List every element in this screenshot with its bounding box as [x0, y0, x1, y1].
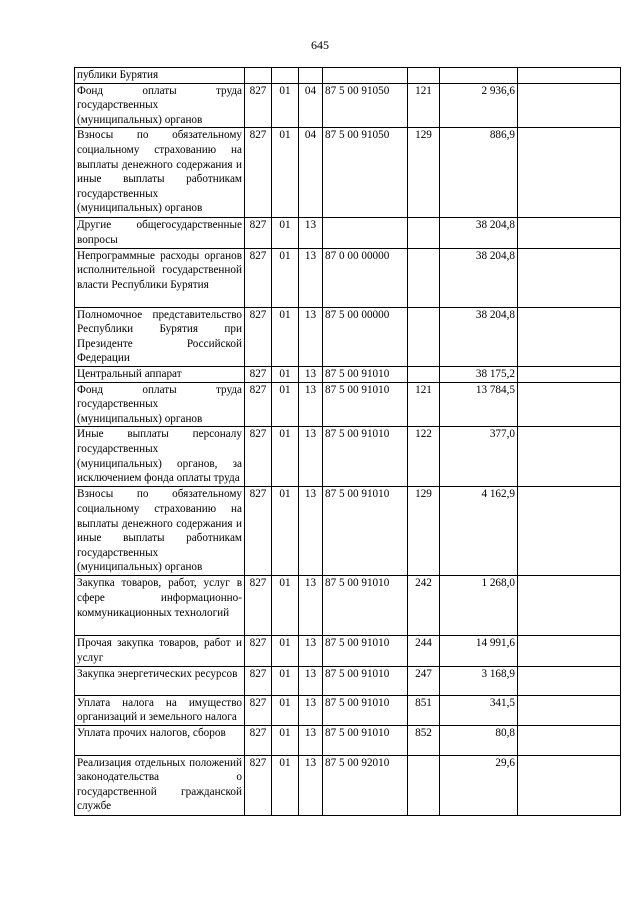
page-number: 645 — [311, 38, 329, 52]
expense-name-cell: Взносы по обязательному социальному страхованию на выплаты денежного содержания и иные выплаты работникам государственных (муниципальных) органов — [75, 487, 245, 576]
subsection-code-cell: 13 — [299, 695, 323, 725]
ministry-code-cell: 827 — [245, 382, 272, 427]
expense-type-code-cell: 247 — [408, 666, 440, 695]
section-code-cell: 01 — [272, 636, 299, 666]
extra-column-cell — [518, 487, 621, 576]
target-article-code-cell: 87 5 00 91010 — [323, 366, 408, 382]
extra-column-cell — [518, 755, 621, 815]
target-article-code-cell: 87 0 00 00000 — [323, 248, 408, 307]
ministry-code-cell: 827 — [245, 218, 272, 248]
section-code-cell: 01 — [272, 576, 299, 636]
extra-column-cell — [518, 576, 621, 636]
target-article-code-cell: 87 5 00 91010 — [323, 487, 408, 576]
subsection-code-cell: 13 — [299, 755, 323, 815]
amount-cell: 29,6 — [440, 755, 518, 815]
target-article-code-cell: 87 5 00 91010 — [323, 576, 408, 636]
expense-type-code-cell: 242 — [408, 576, 440, 636]
subsection-code-cell: 13 — [299, 366, 323, 382]
expense-name-cell: Фонд оплаты труда государственных (муниципальных) органов — [75, 83, 245, 128]
expense-name-cell: Фонд оплаты труда государственных (муниципальных) органов — [75, 382, 245, 427]
extra-column-cell — [518, 666, 621, 695]
amount-cell: 2 936,6 — [440, 83, 518, 128]
ministry-code-cell: 827 — [245, 248, 272, 307]
expense-name-cell: Закупка товаров, работ, услуг в сфере информационно-коммуникационных технологий — [75, 576, 245, 636]
extra-column-cell — [518, 427, 621, 487]
subsection-code-cell: 13 — [299, 636, 323, 666]
expense-name-cell: Прочая закупка товаров, работ и услуг — [75, 636, 245, 666]
ministry-code-cell: 827 — [245, 83, 272, 128]
target-article-code-cell: 87 5 00 91010 — [323, 382, 408, 427]
expense-name-cell: Закупка энергетических ресурсов — [75, 666, 245, 695]
amount-cell: 38 175,2 — [440, 366, 518, 382]
table-row — [75, 755, 621, 815]
expense-name-cell: Уплата прочих налогов, сборов — [75, 725, 245, 755]
ministry-code-cell: 827 — [245, 366, 272, 382]
section-code-cell: 01 — [272, 366, 299, 382]
target-article-code-cell: 87 5 00 00000 — [323, 307, 408, 366]
amount-cell: 38 204,8 — [440, 218, 518, 248]
target-article-code-cell: 87 5 00 91050 — [323, 128, 408, 218]
ministry-code-cell: 827 — [245, 576, 272, 636]
expense-name-cell: публики Бурятия — [75, 68, 245, 84]
table-row — [75, 307, 621, 366]
target-article-code-cell: 87 5 00 91010 — [323, 636, 408, 666]
subsection-code-cell: 04 — [299, 128, 323, 218]
section-code-cell — [272, 68, 299, 84]
expense-type-code-cell — [408, 307, 440, 366]
section-code-cell: 01 — [272, 128, 299, 218]
table-row — [75, 695, 621, 725]
expense-type-code-cell — [408, 755, 440, 815]
table-row — [75, 248, 621, 307]
expense-type-code-cell: 121 — [408, 83, 440, 128]
target-article-code-cell: 87 5 00 91010 — [323, 695, 408, 725]
target-article-code-cell — [323, 218, 408, 248]
ministry-code-cell: 827 — [245, 636, 272, 666]
target-article-code-cell — [323, 68, 408, 84]
section-code-cell: 01 — [272, 382, 299, 427]
extra-column-cell — [518, 218, 621, 248]
ministry-code-cell: 827 — [245, 755, 272, 815]
ministry-code-cell: 827 — [245, 487, 272, 576]
subsection-code-cell: 13 — [299, 427, 323, 487]
amount-cell: 4 162,9 — [440, 487, 518, 576]
table-row — [75, 576, 621, 636]
subsection-code-cell: 13 — [299, 248, 323, 307]
expense-name-cell: Уплата налога на имущество организаций и земельного налога — [75, 695, 245, 725]
target-article-code-cell: 87 5 00 91050 — [323, 83, 408, 128]
section-code-cell: 01 — [272, 725, 299, 755]
amount-cell: 341,5 — [440, 695, 518, 725]
expense-name-cell: Иные выплаты персоналу государственных (муниципальных) органов, за исключением фонда оплаты труда — [75, 427, 245, 487]
amount-cell: 13 784,5 — [440, 382, 518, 427]
section-code-cell: 01 — [272, 427, 299, 487]
ministry-code-cell: 827 — [245, 666, 272, 695]
target-article-code-cell: 87 5 00 92010 — [323, 755, 408, 815]
extra-column-cell — [518, 725, 621, 755]
subsection-code-cell: 13 — [299, 666, 323, 695]
target-article-code-cell: 87 5 00 91010 — [323, 725, 408, 755]
target-article-code-cell: 87 5 00 91010 — [323, 427, 408, 487]
extra-column-cell — [518, 695, 621, 725]
amount-cell: 38 204,8 — [440, 248, 518, 307]
section-code-cell: 01 — [272, 218, 299, 248]
expense-type-code-cell: 129 — [408, 128, 440, 218]
amount-cell: 80,8 — [440, 725, 518, 755]
table-row — [75, 68, 621, 84]
section-code-cell: 01 — [272, 666, 299, 695]
amount-cell: 377,0 — [440, 427, 518, 487]
expense-type-code-cell — [408, 366, 440, 382]
expense-name-cell: Реализация отдельных положений законодательства о государственной гражданской службе — [75, 755, 245, 815]
expense-type-code-cell: 852 — [408, 725, 440, 755]
amount-cell: 1 268,0 — [440, 576, 518, 636]
extra-column-cell — [518, 83, 621, 128]
expense-type-code-cell — [408, 218, 440, 248]
expense-type-code-cell: 122 — [408, 427, 440, 487]
ministry-code-cell: 827 — [245, 695, 272, 725]
table-row — [75, 128, 621, 218]
subsection-code-cell: 13 — [299, 307, 323, 366]
expense-type-code-cell: 129 — [408, 487, 440, 576]
subsection-code-cell: 13 — [299, 725, 323, 755]
table-row — [75, 725, 621, 755]
extra-column-cell — [518, 307, 621, 366]
budget-table — [74, 67, 621, 816]
subsection-code-cell: 13 — [299, 487, 323, 576]
amount-cell: 886,9 — [440, 128, 518, 218]
expense-name-cell: Центральный аппарат — [75, 366, 245, 382]
extra-column-cell — [518, 366, 621, 382]
extra-column-cell — [518, 636, 621, 666]
section-code-cell: 01 — [272, 695, 299, 725]
section-code-cell: 01 — [272, 487, 299, 576]
expense-name-cell: Непрограммные расходы органов исполнительной государственной власти Республики Бурятия — [75, 248, 245, 307]
expense-name-cell: Другие общегосударственные вопросы — [75, 218, 245, 248]
extra-column-cell — [518, 128, 621, 218]
ministry-code-cell: 827 — [245, 725, 272, 755]
table-row — [75, 366, 621, 382]
target-article-code-cell: 87 5 00 91010 — [323, 666, 408, 695]
expense-type-code-cell: 851 — [408, 695, 440, 725]
expense-type-code-cell — [408, 68, 440, 84]
ministry-code-cell: 827 — [245, 307, 272, 366]
subsection-code-cell — [299, 68, 323, 84]
table-row — [75, 382, 621, 427]
table-row — [75, 487, 621, 576]
table-row — [75, 218, 621, 248]
extra-column-cell — [518, 68, 621, 84]
section-code-cell: 01 — [272, 307, 299, 366]
expense-type-code-cell: 121 — [408, 382, 440, 427]
expense-name-cell: Взносы по обязательному социальному страхованию на выплаты денежного содержания и иные выплаты работникам государственных (муниципальных) органов — [75, 128, 245, 218]
amount-cell: 14 991,6 — [440, 636, 518, 666]
expense-name-cell: Полномочное представительство Республики Бурятия при Президенте Российской Федерации — [75, 307, 245, 366]
extra-column-cell — [518, 248, 621, 307]
subsection-code-cell: 13 — [299, 218, 323, 248]
expense-type-code-cell — [408, 248, 440, 307]
table-row — [75, 83, 621, 128]
subsection-code-cell: 04 — [299, 83, 323, 128]
expense-type-code-cell: 244 — [408, 636, 440, 666]
section-code-cell: 01 — [272, 83, 299, 128]
amount-cell: 38 204,8 — [440, 307, 518, 366]
section-code-cell: 01 — [272, 248, 299, 307]
ministry-code-cell: 827 — [245, 128, 272, 218]
subsection-code-cell: 13 — [299, 382, 323, 427]
ministry-code-cell — [245, 68, 272, 84]
subsection-code-cell: 13 — [299, 576, 323, 636]
table-row — [75, 427, 621, 487]
section-code-cell: 01 — [272, 755, 299, 815]
amount-cell — [440, 68, 518, 84]
amount-cell: 3 168,9 — [440, 666, 518, 695]
ministry-code-cell: 827 — [245, 427, 272, 487]
table-row — [75, 666, 621, 695]
extra-column-cell — [518, 382, 621, 427]
table-row — [75, 636, 621, 666]
